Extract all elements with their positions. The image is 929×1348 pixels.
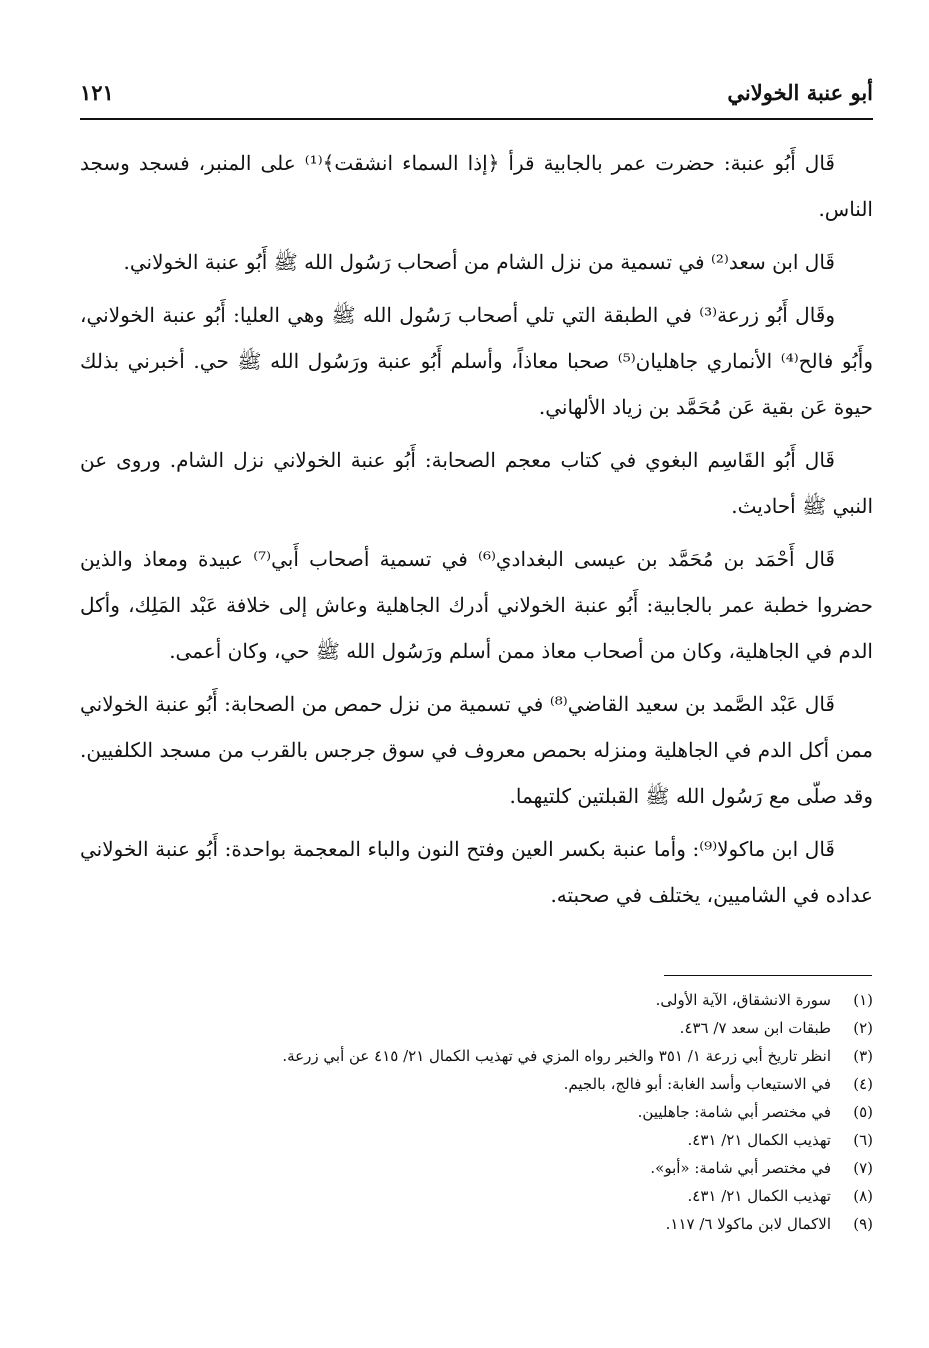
paragraph: قَال أَبُو القَاسِم البغوي في كتاب معجم الصحابة: أَبُو عنبة الخولاني نزل الشام. وروى عن النبي ﷺ أحاديث. (80, 448, 873, 518)
paragraph: قَال أَبُو عنبة: حضرت عمر بالجابية قرأ ﴿إذا السماء انشقت﴾⁽¹⁾ على المنبر، فسجد وسجد الناس. (80, 151, 873, 221)
footnote-text: في مختصر أبي شامة: «أبو». (650, 1159, 831, 1177)
footnote-text: تهذيب الكمال ٢١/ ٤٣١. (687, 1131, 831, 1149)
footnote-number: (٧) (853, 1159, 873, 1177)
footnote-text: في مختصر أبي شامة: جاهليين. (637, 1103, 831, 1121)
main-text (80, 140, 873, 925)
footnote-number: (٩) (853, 1215, 873, 1233)
footnote-number: (٥) (853, 1103, 873, 1121)
footnote-item (80, 1070, 873, 1098)
footnote-item (80, 1098, 873, 1126)
footnote-number: (٤) (853, 1075, 873, 1093)
footnote-number: (١) (853, 991, 873, 1009)
footnote-item (80, 1210, 873, 1238)
footnote-item (80, 1042, 873, 1070)
footnote-text: في الاستيعاب وأسد الغابة: أبو فالج، بالجيم. (563, 1075, 831, 1093)
footnote-number: (٦) (853, 1131, 873, 1149)
footnote-item (80, 1154, 873, 1182)
footnote-text: تهذيب الكمال ٢١/ ٤٣١. (687, 1187, 831, 1205)
footnotes (80, 986, 873, 1238)
paragraph: قَال عَبْد الصَّمد بن سعيد القاضي⁽⁸⁾ في تسمية من نزل حمص من الصحابة: أَبُو عنبة الخولاني ممن أكل الدم في الجاهلية ومنزله بحمص معروف في سوق جرجس بالقرب من مسجد الكلفيين. وقد صلّى مع رَسُول الله ﷺ القبلتين كلتيهما. (80, 692, 873, 808)
page-number: ١٢١ (80, 80, 114, 105)
footnote-item (80, 1014, 873, 1042)
paragraph: وقَال أَبُو زرعة⁽³⁾ في الطبقة التي تلي أصحاب رَسُول الله ﷺ وهي العليا: أَبُو عنبة الخولاني، وأَبُو فالح⁽⁴⁾ الأنماري جاهليان⁽⁵⁾ صحبا معاذاً، وأسلم أَبُو عنبة ورَسُول الله ﷺ حي. أخبرني بذلك حيوة عَن بقية عَن مُحَمَّد بن زياد الألهاني. (80, 303, 873, 419)
paragraph: قَال ابن سعد⁽²⁾ في تسمية من نزل الشام من أصحاب رَسُول الله ﷺ أَبُو عنبة الخولاني. (123, 250, 835, 274)
footnote-number: (٣) (853, 1047, 873, 1065)
paragraph: قَال أَحْمَد بن مُحَمَّد بن عيسى البغدادي⁽⁶⁾ في تسمية أصحاب أَبي⁽⁷⁾ عبيدة ومعاذ والذين حضروا خطبة عمر بالجابية: أَبُو عنبة الخولاني أدرك الجاهلية وعاش إلى خلافة عَبْد المَلِك، وأكل الدم في الجاهلية، وكان من أصحاب معاذ ممن أسلم ورَسُول الله ﷺ حي، وكان أعمى. (80, 547, 873, 663)
footnote-text: انظر تاريخ أبي زرعة ١/ ٣٥١ والخبر رواه المزي في تهذيب الكمال ٢١/ ٤١٥ عن أبي زرعة. (282, 1047, 831, 1065)
header-divider (80, 118, 873, 120)
footnote-text: الاكمال لابن ماكولا ٦/ ١١٧. (665, 1215, 831, 1233)
footnote-divider (664, 975, 872, 976)
header-title: أبو عنبة الخولاني (727, 80, 873, 105)
running-header (80, 72, 873, 116)
footnote-text: سورة الانشقاق، الآية الأولى. (655, 991, 831, 1009)
footnote-item (80, 986, 873, 1014)
footnote-text: طبقات ابن سعد ٧/ ٤٣٦. (679, 1019, 831, 1037)
footnote-item (80, 1182, 873, 1210)
paragraph: قَال ابن ماكولا⁽⁹⁾: وأما عنبة بكسر العين وفتح النون والباء المعجمة بواحدة: أَبُو عنبة الخولاني عداده في الشاميين، يختلف في صحبته. (80, 837, 873, 907)
footnote-item (80, 1126, 873, 1154)
footnote-number: (٨) (853, 1187, 873, 1205)
footnote-number: (٢) (853, 1019, 873, 1037)
